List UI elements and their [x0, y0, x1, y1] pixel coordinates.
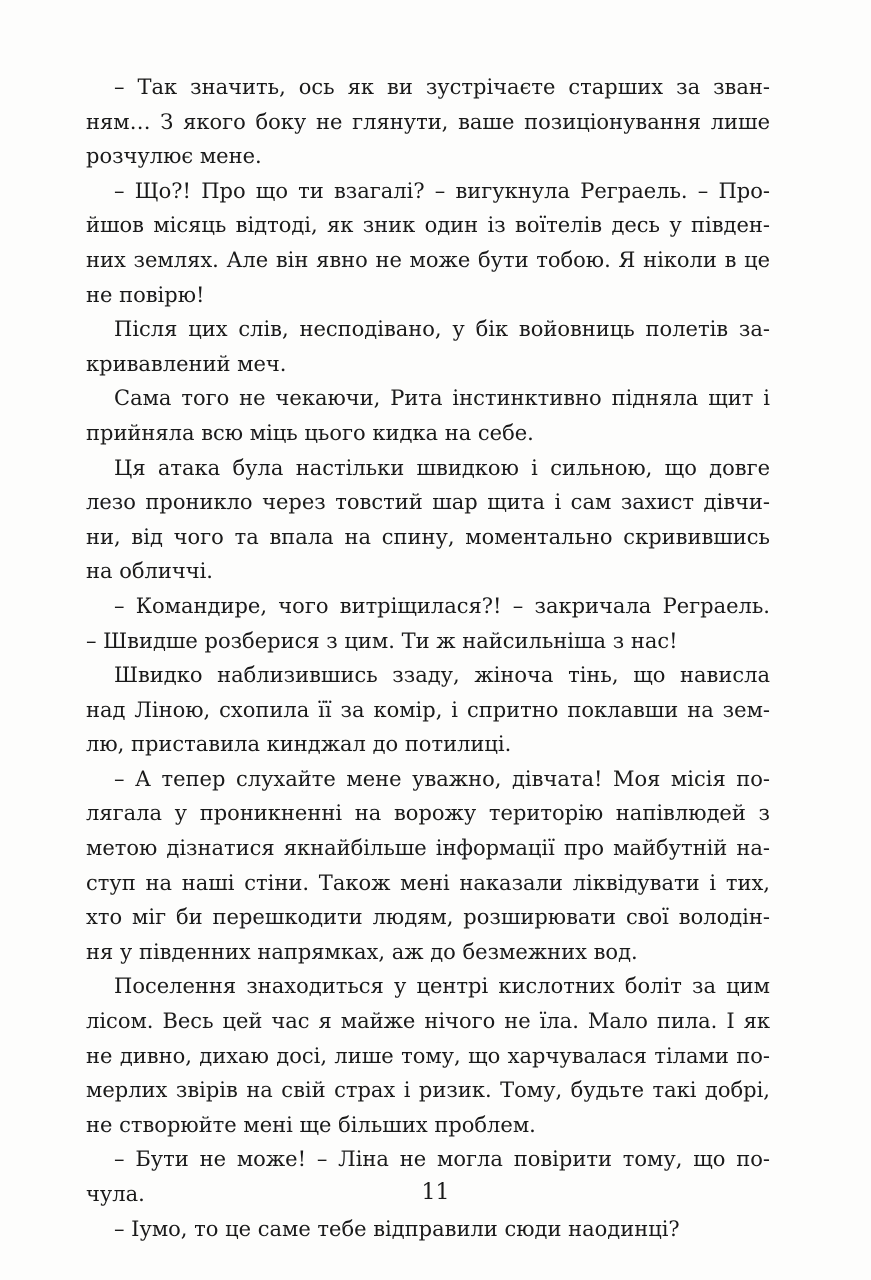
- text-line: йшов місяць відтоді, як зник один із воїтелів десь у півден-: [86, 213, 770, 238]
- text-line: не створюйте мені ще більших проблем.: [86, 1112, 536, 1137]
- text-line: – Так значить, ось як ви зустрічаєте старших за зван-: [114, 75, 770, 99]
- text-line: мерлих звірів на свій страх і ризик. Тому, будьте такі добрі,: [86, 1078, 770, 1103]
- text-line: на обличчі.: [86, 559, 213, 584]
- text-line: ня у південних напрямках, аж до безмежних вод.: [86, 939, 638, 964]
- text-line: – А тепер слухайте мене уважно, дівчата! Моя місія по-: [114, 766, 770, 791]
- text-line: ступ на наші стіни. Також мені наказали ліквідувати і тих,: [86, 870, 770, 895]
- text-line: Після цих слів, несподівано, у бік войовниць полетів за-: [114, 317, 770, 342]
- text-line: чула.: [86, 1182, 145, 1206]
- text-line: кривавлений меч.: [86, 351, 287, 376]
- text-line: – Командире, чого витріщилася?! – закричала Реграель.: [114, 593, 770, 618]
- text-line: метою дізнатися якнайбільше інформації про майбутній на-: [86, 836, 770, 861]
- text-line: – Іумо, то це саме тебе відправили сюди наодинці?: [114, 1216, 680, 1241]
- text-line: не дивно, дихаю досі, лише тому, що харчувалася тілами по-: [86, 1043, 770, 1068]
- text-line: лезо проникло через товстий шар щита і сам захист дівчи-: [86, 490, 770, 515]
- page-number: 11: [421, 1180, 450, 1205]
- text-line: Швидко наблизившись ззаду, жіноча тінь, що нависла: [114, 663, 770, 688]
- text-line: розчулює мене.: [86, 144, 262, 169]
- text-line: Поселення знаходиться у центрі кислотних боліт за цим: [114, 974, 770, 999]
- text-line: лю, приставила кинджал до потилиці.: [86, 732, 512, 757]
- text-line: них землях. Але він явно не може бути тобою. Я ніколи в це: [86, 247, 770, 272]
- text-line: не повірю!: [86, 282, 205, 307]
- text-line: – Що?! Про що ти взагалі? – вигукнула Реграель. – Про-: [114, 178, 770, 203]
- text-line: Ця атака була настільки швидкою і сильною, що довге: [114, 455, 770, 480]
- text-line: Сама того не чекаючи, Рита інстинктивно підняла щит і: [114, 386, 770, 411]
- text-line: – Бути не може! – Ліна не могла повірити тому, що по-: [114, 1147, 770, 1172]
- text-line: ням… З якого боку не глянути, ваше позиціонування лише: [86, 109, 770, 134]
- text-line: ни, від чого та впала на спину, моментально скривившись: [86, 524, 770, 549]
- body-text: [86, 70, 770, 1246]
- text-line: лісом. Весь цей час я майже нічого не їла. Мало пила. І як: [86, 1009, 770, 1034]
- text-line: хто міг би перешкодити людям, розширювати свої володін-: [86, 905, 770, 930]
- text-line: лягала у проникненні на ворожу територію напівлюдей з: [86, 801, 770, 826]
- text-line: над Ліною, схопила її за комір, і спритно поклавши на зем-: [86, 697, 770, 722]
- text-line: – Швидше розберися з цим. Ти ж найсильніша з нас!: [86, 628, 678, 653]
- text-line: прийняла всю міць цього кидка на себе.: [86, 420, 534, 445]
